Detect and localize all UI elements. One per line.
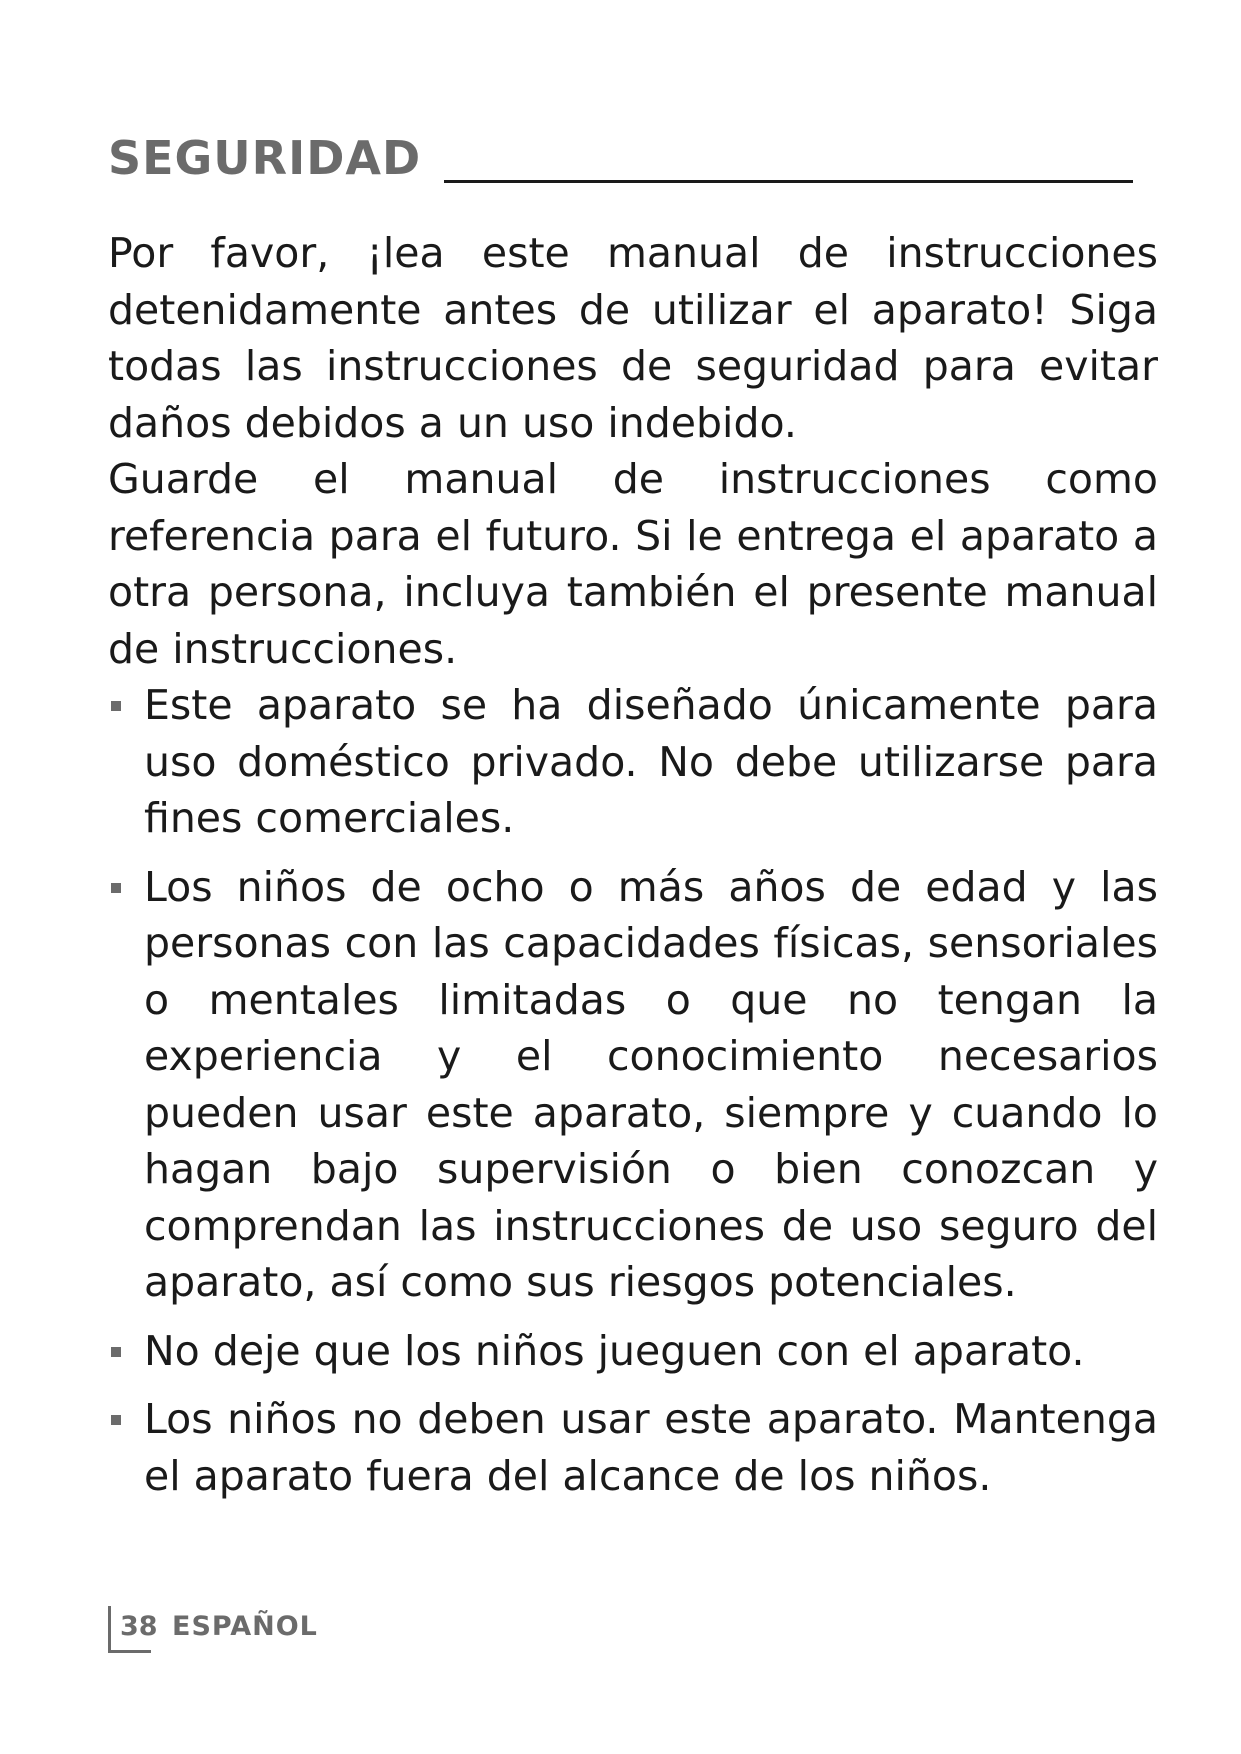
list-item-text: Los niños no deben usar este aparato. Mantenga el aparato fuera del alcance de los niños. [144, 1395, 1158, 1500]
list-item [108, 1391, 1158, 1504]
square-bullet-icon [111, 1347, 121, 1357]
page-footer [108, 1606, 408, 1654]
page-number: 38 [120, 1611, 158, 1642]
footer-language: ESPAÑOL [172, 1611, 318, 1642]
section-header [108, 128, 1133, 188]
list-item-text: No deje que los niños jueguen con el aparato. [144, 1326, 1085, 1375]
section-title: SEGURIDAD [108, 131, 422, 185]
list-item-text: Los niños de ocho o más años de edad y las personas con las capacidades físicas, sensoriales o mentales limitadas o que no tengan la experiencia y el conocimiento necesarios pueden usar este aparato, siempre y cuando lo hagan bajo supervisión o bien conozcan y comprendan las instrucciones de uso seguro del aparato, así como sus riesgos potenciales. [144, 862, 1158, 1306]
intro-paragraph: Por favor, ¡lea este manual de instrucciones detenidamente antes de utilizar el aparato! Siga todas las instrucciones de seguridad para evitar daños debidos a un uso indebido. [108, 229, 1158, 447]
square-bullet-icon [111, 1415, 121, 1425]
intro-paragraph: Guarde el manual de instrucciones como referencia para el futuro. Si le entrega el aparato a otra persona, incluya también el presente manual de instrucciones. [108, 455, 1158, 673]
square-bullet-icon [111, 701, 121, 711]
list-item [108, 859, 1158, 1311]
page-body [108, 225, 1158, 1504]
list-item-text: Este aparato se ha diseñado únicamente para uso doméstico privado. No debe utilizarse para fines comerciales. [144, 681, 1158, 842]
safety-list [108, 677, 1158, 1504]
list-item [108, 1323, 1158, 1380]
header-rule [444, 180, 1133, 183]
list-item [108, 677, 1158, 847]
square-bullet-icon [111, 883, 121, 893]
